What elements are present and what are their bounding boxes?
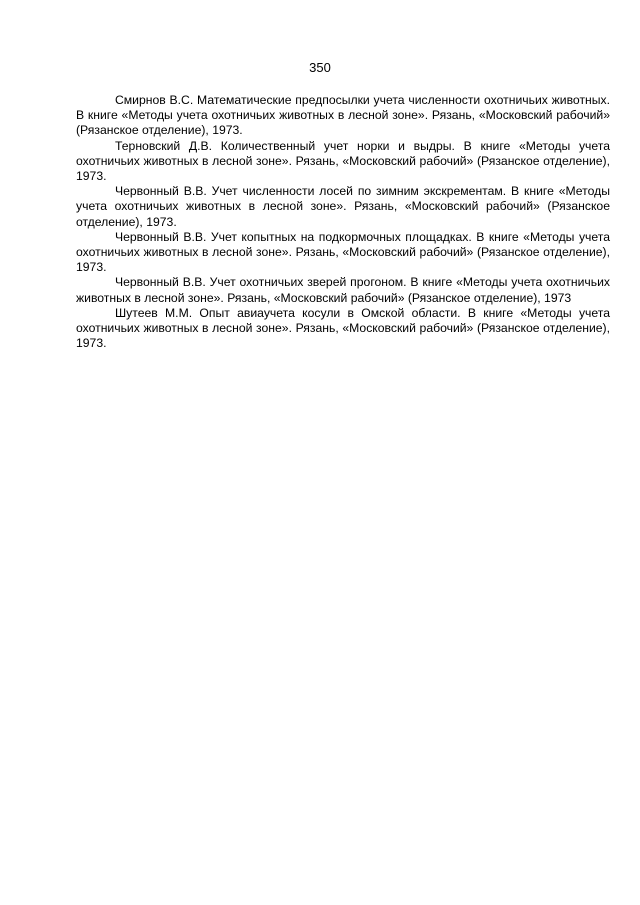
page-number: 350 xyxy=(309,60,331,75)
reference-entry: Червонный В.В. Учет копытных на подкормочных площадках. В книге «Методы учета охотничьих животных в лесной зоне». Рязань, «Московский рабочий» (Рязанское отделение), 1973. xyxy=(76,229,610,275)
reference-entry: Смирнов В.С. Математические предпосылки учета численности охотничьих животных. В книге «Методы учета охотничьих животных в лесной зоне». Рязань, «Московский рабочий» (Рязанское отделение), 1973. xyxy=(76,93,610,138)
reference-entry: Терновский Д.В. Количественный учет норки и выдры. В книге «Методы учета охотничьих животных в лесной зоне». Рязань, «Московский рабочий» (Рязанское отделение), 1973. xyxy=(76,138,610,184)
reference-entry: Шутеев М.М. Опыт авиаучета косули в Омской области. В книге «Методы учета охотничьих животных в лесной зоне». Рязань, «Московский рабочий» (Рязанское отделение), 1973. xyxy=(76,305,610,351)
reference-list xyxy=(76,93,610,351)
reference-entry: Червонный В.В. Учет охотничьих зверей прогоном. В книге «Методы учета охотничьих животных в лесной зоне». Рязань, «Московский рабочий» (Рязанское отделение), 1973 xyxy=(76,275,610,305)
reference-entry: Червонный В.В. Учет численности лосей по зимним экскрементам. В книге «Методы учета охотничьих животных в лесной зоне». Рязань, «Московский рабочий» (Рязанское отделение), 1973. xyxy=(76,184,610,229)
